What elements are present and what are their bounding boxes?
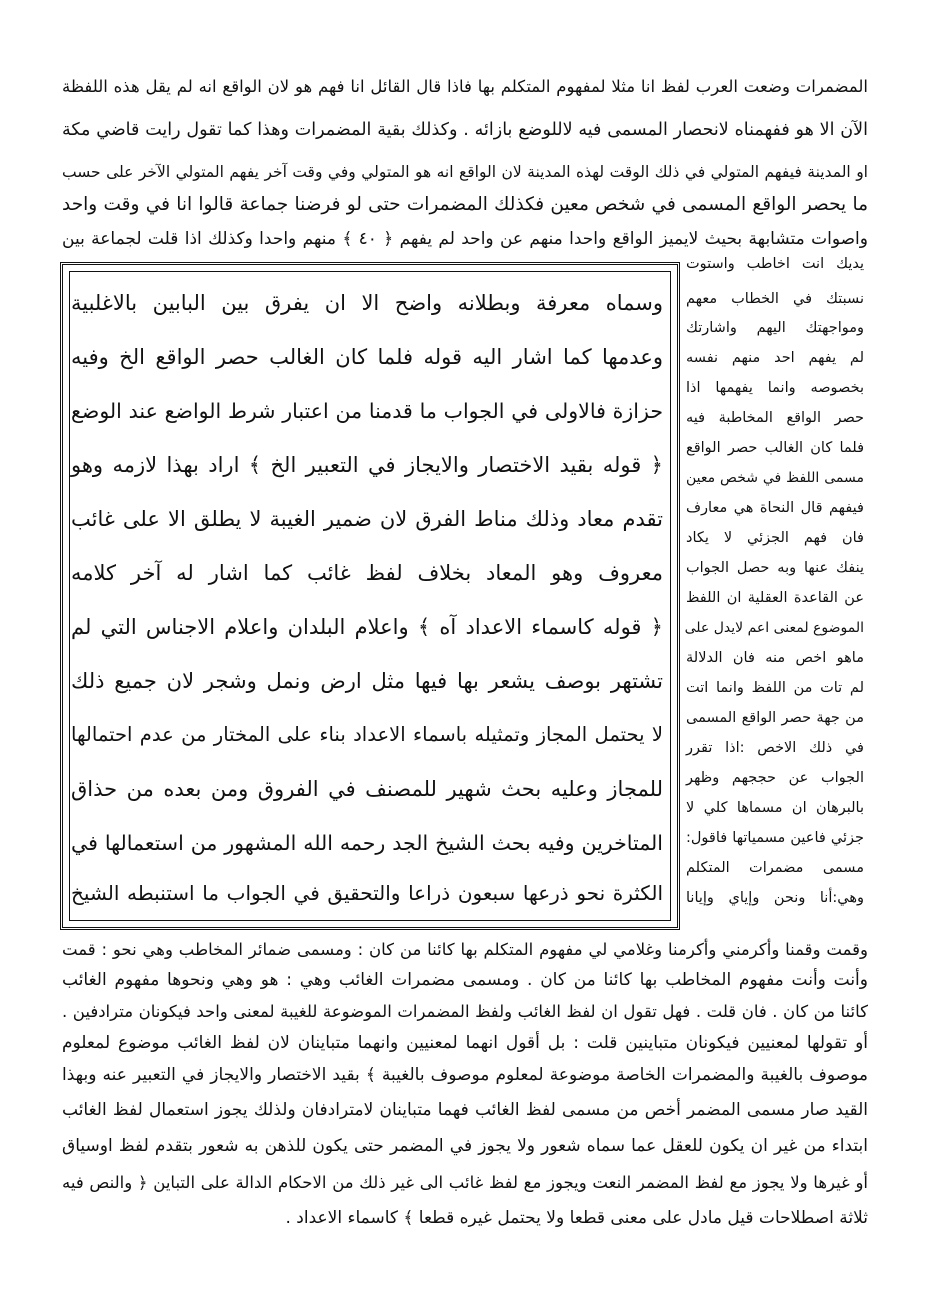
side-line: فلما كان الغالب حصر الواقع bbox=[686, 440, 864, 456]
side-line: في ذلك الاخص :اذا تقرر bbox=[686, 740, 864, 756]
side-line: بالبرهان ان مسماها كلي لا bbox=[686, 800, 864, 816]
side-line: من جهة حصر الواقع المسمى bbox=[686, 710, 864, 726]
side-line: بخصوصه وانما يفهمها اذا bbox=[686, 380, 864, 396]
side-line: فيفهم قال النحاة هي معارف bbox=[686, 500, 864, 516]
text-line: أو غيرها ولا يجوز مع لفظ المضمر النعت ويجوز مع لفظ غائب الى غير ذلك من الاحكام الدالة على التباين ﴿ والنص فيه bbox=[62, 1173, 868, 1192]
commentary-line: لا يحتمل المجاز وتمثيله باسماء الاعداد بناء على المختار من عدم احتمالها bbox=[71, 723, 663, 746]
side-line: ماهو اخص منه فان الدلالة bbox=[686, 650, 864, 666]
commentary-line: وعدمها كما اشار اليه قوله فلما كان الغالب حصر الواقع الخ وفيه bbox=[71, 345, 663, 369]
commentary-line: الكثرة نحو ذرعها سبعون ذراعا والتحقيق في الجواب ما استنبطه الشيخ bbox=[71, 881, 663, 905]
side-line: ومواجهتك اليهم واشارتك bbox=[686, 320, 864, 336]
side-line: لم يفهم احد منهم نفسه bbox=[686, 350, 864, 366]
text-line: ابتداء من غير ان يكون للعقل عما سماه شعور ولا يجوز في المضمر حتى يكون للذهن به شعور بتقدم لفظ اوسياق bbox=[62, 1136, 868, 1156]
side-line: نسبتك في الخطاب معهم bbox=[686, 291, 864, 307]
side-line: الجواب عن حججهم وظهر bbox=[686, 770, 864, 786]
commentary-line: ﴿ قوله كاسماء الاعداد آه ﴾ واعلام البلدان واعلام الاجناس التي لم bbox=[71, 615, 663, 639]
side-line: يديك انت اخاطب واستوت bbox=[686, 256, 864, 272]
side-line: لم تات من اللفظ وانما اتت bbox=[686, 680, 864, 696]
text-line: او المدينة فيفهم المتولي في ذلك الوقت لهذه المدينة لان الواقع انه هو المتولي وفي وقت آخر يفهم المتولي الآخر على حسب bbox=[62, 163, 868, 181]
text-line: موصوف بالغيبة والمضمرات الخاصة موضوعة لمعلوم موصوف بالغيبة ﴾ بقيد الاختصار والايجاز في التعبير عنه وبهذا bbox=[62, 1065, 868, 1085]
text-line: ما يحصر الواقع المسمى في شخص معين فكذلك المضمرات حتى لو فرضنا جماعة قالوا انا في وقت واحد bbox=[62, 194, 868, 215]
side-line: وهي:أنا ونحن وإياي وإيانا bbox=[686, 890, 864, 906]
text-line: أو تقولها لمعنيين فيكونان متباينين قلت : بل أقول انهما لمعنيين وانهما متباينان لان لفظ الغائب موضوع لمعلوم bbox=[62, 1033, 868, 1053]
text-line: واصوات متشابهة بحيث لايميز الواقع واحدا منهم عن واحد لم يفهم ﴿ ٤٠ ﴾ منهم واحدا وكذلك اذا قلت لجماعة بين bbox=[62, 229, 868, 249]
text-line: كائنا من كان . فان قلت . فهل تقول ان لفظ الغائب ولفظ المضمرات الموضوعة للغيبة لمعنى واحد فيكونان مترادفين . bbox=[62, 1002, 868, 1021]
text-line: القيد صار مسمى المضمر أخص من مسمى لفظ الغائب فهما متباينان لامترادفان ولذلك يجوز استعمال لفظ الغائب bbox=[62, 1100, 868, 1120]
side-line: ينفك عنها وبه حصل الجواب bbox=[686, 560, 864, 576]
text-line: المضمرات وضعت العرب لفظ انا مثلا لمفهوم المتكلم بها فاذا قال القائل انا فهم هو لان الواقع انه لم يقل هذه اللفظة bbox=[62, 77, 868, 96]
commentary-line: معروف وهو المعاد بخلاف لفظ غائب كما اشار له آخر كلامه bbox=[71, 561, 663, 585]
side-line: الموضوع لمعنى اعم لايدل على bbox=[684, 620, 864, 636]
side-line: مسمى مضمرات المتكلم bbox=[686, 860, 864, 876]
side-line: عن القاعدة العقلية ان اللفظ bbox=[686, 590, 864, 606]
side-line: مسمى اللفظ في شخص معين bbox=[686, 470, 864, 486]
commentary-line: ﴿ قوله بقيد الاختصار والايجاز في التعبير الخ ﴾ اراد بهذا لازمه وهو bbox=[71, 453, 663, 477]
text-line: الآن الا هو ففهمناه لانحصار المسمى فيه لاللوضع بازائه . وكذلك بقية المضمرات وهذا كما تقول رايت قاضي مكة bbox=[62, 120, 868, 140]
text-line: وأنت وأنت مفهوم المخاطب بها كائنا من كان . ومسمى مضمرات الغائب وهي : هو وهي ونحوها مفهوم الغائب bbox=[62, 970, 868, 990]
side-line: فان فهم الجزئي لا يكاد bbox=[686, 530, 864, 546]
commentary-line: حزازة فالاولى في الجواب ما قدمنا من اعتبار شرط الواضع عند الوضع bbox=[71, 399, 663, 423]
commentary-line: وسماه معرفة وبطلانه واضح الا ان يفرق بين البابين بالاغلبية bbox=[71, 291, 663, 315]
side-line: جزئي فاعين مسمياتها فاقول: bbox=[686, 830, 864, 846]
commentary-line: تشتهر بوصف يشعر بها فيها مثل ارض ونمل وشجر لان جميع ذلك bbox=[71, 669, 663, 693]
text-line: ثلاثة اصطلاحات قيل مادل على معنى قطعا ولا يحتمل غيره قطعا ﴾ كاسماء الاعداد . bbox=[285, 1208, 868, 1228]
text-line: وقمت وقمنا وأكرمني وأكرمنا وغلامي لي مفهوم المتكلم بها كائنا من كان : ومسمى ضمائر المخاطب وهي نحو : قمت bbox=[62, 940, 868, 959]
side-line: حصر الواقع المخاطبة فيه bbox=[686, 410, 864, 426]
commentary-frame bbox=[60, 262, 680, 930]
commentary-line: للمجاز وعليه بحث شهير للمصنف في الفروق ومن بعده من حذاق bbox=[71, 777, 663, 801]
commentary-line: المتاخرين وفيه بحث الشيخ الجد رحمه الله المشهور من استعمالها في bbox=[71, 831, 663, 855]
commentary-line: تقدم معاد وذلك مناط الفرق لان ضمير الغيبة لا يطلق الا على غائب bbox=[71, 507, 663, 531]
